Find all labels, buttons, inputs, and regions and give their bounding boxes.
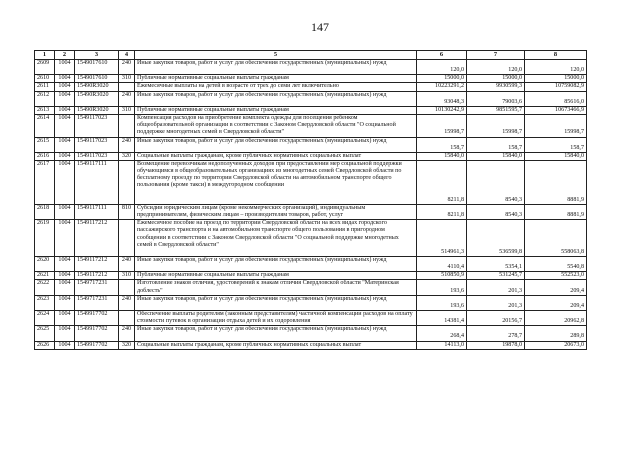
row-number-cell: 2621: [35, 272, 55, 280]
row-number-cell: 2613: [35, 106, 55, 114]
amount-cell-year-1: 15840,0: [417, 152, 467, 160]
description-cell: Социальные выплаты гражданам, кроме публичных нормативных социальных выплат: [135, 341, 417, 349]
expense-type-cell: 240: [119, 91, 135, 106]
amount-cell-year-3: 15840,0: [525, 152, 587, 160]
row-number-cell: 2622: [35, 280, 55, 295]
row-number-cell: 2612: [35, 91, 55, 106]
description-cell: Ежемесячное пособие на проезд по территории Свердловской области на всех видах городского пассажирского транспорта и на автомобильном транспорте общего пользования в пригородном сообщении в соответствии с Законом Свердловской области "О социальной поддержке многодетных семей в Свердловской области": [135, 220, 417, 257]
header-cell: 7: [467, 51, 525, 60]
table-header-row: [35, 51, 587, 60]
expense-type-cell: [119, 311, 135, 326]
description-cell: Ежемесячные выплаты на детей в возрасте от трех до семи лет включительно: [135, 83, 417, 91]
amount-cell-year-2: 79003,6: [467, 91, 525, 106]
amount-cell-year-3: 552523,0: [525, 272, 587, 280]
amount-cell-year-3: 10673466,9: [525, 106, 587, 114]
header-cell: 1: [35, 51, 55, 60]
table-row: [35, 311, 587, 326]
description-cell: Компенсация расходов на приобретение комплекта одежды для посещения ребенком общеобразовательной организации в соответствии с Законом Свердловской области "О социальной поддержке многодетных семей в Свердловской области": [135, 115, 417, 137]
target-article-cell: 1549117212: [75, 256, 119, 271]
row-number-cell: 2609: [35, 60, 55, 75]
target-article-cell: 1549117023: [75, 115, 119, 137]
target-article-cell: 1549117212: [75, 272, 119, 280]
amount-cell-year-1: 10130242,9: [417, 106, 467, 114]
expense-type-cell: 320: [119, 341, 135, 349]
amount-cell-year-1: 8211,8: [417, 160, 467, 204]
expense-type-cell: 310: [119, 75, 135, 83]
amount-cell-year-2: 531245,7: [467, 272, 525, 280]
target-article-cell: 1549717231: [75, 280, 119, 295]
amount-cell-year-1: 93048,3: [417, 91, 467, 106]
department-code-cell: 1004: [55, 311, 75, 326]
row-number-cell: 2615: [35, 137, 55, 152]
amount-cell-year-3: 20962,8: [525, 311, 587, 326]
amount-cell-year-3: 8881,9: [525, 160, 587, 204]
description-cell: Иные закупки товаров, работ и услуг для обеспечения государственных (муниципальных) нужд: [135, 137, 417, 152]
amount-cell-year-2: 15998,7: [467, 115, 525, 137]
amount-cell-year-3: 5540,8: [525, 256, 587, 271]
amount-cell-year-2: 8540,3: [467, 160, 525, 204]
row-number-cell: 2616: [35, 152, 55, 160]
table-row: [35, 160, 587, 204]
department-code-cell: 1004: [55, 220, 75, 257]
row-number-cell: 2625: [35, 326, 55, 341]
header-cell: 3: [75, 51, 119, 60]
description-cell: Публичные нормативные социальные выплаты гражданам: [135, 106, 417, 114]
amount-cell-year-1: 268,4: [417, 326, 467, 341]
department-code-cell: 1004: [55, 272, 75, 280]
amount-cell-year-2: 19878,0: [467, 341, 525, 349]
department-code-cell: 1004: [55, 152, 75, 160]
amount-cell-year-2: 201,3: [467, 295, 525, 310]
expense-type-cell: [119, 280, 135, 295]
amount-cell-year-2: 536599,8: [467, 220, 525, 257]
row-number-cell: 2624: [35, 311, 55, 326]
amount-cell-year-3: 558063,8: [525, 220, 587, 257]
expense-type-cell: [119, 83, 135, 91]
description-cell: Обеспечение выплаты родителям (законным представителям) частичной компенсации расходов на оплату стоимости путевок в организации отдыха детей и их оздоровления: [135, 311, 417, 326]
expense-type-cell: [119, 160, 135, 204]
amount-cell-year-3: 85616,0: [525, 91, 587, 106]
table-row: [35, 326, 587, 341]
description-cell: Публичные нормативные социальные выплаты гражданам: [135, 75, 417, 83]
header-cell: 2: [55, 51, 75, 60]
amount-cell-year-2: 20156,7: [467, 311, 525, 326]
amount-cell-year-1: 14113,0: [417, 341, 467, 349]
amount-cell-year-2: 8540,3: [467, 204, 525, 219]
department-code-cell: 1004: [55, 326, 75, 341]
amount-cell-year-2: 201,3: [467, 280, 525, 295]
table-row: [35, 60, 587, 75]
amount-cell-year-3: 8881,9: [525, 204, 587, 219]
table-row: [35, 341, 587, 349]
table-row: [35, 220, 587, 257]
amount-cell-year-1: 514961,3: [417, 220, 467, 257]
expense-type-cell: [119, 115, 135, 137]
table-row: [35, 280, 587, 295]
amount-cell-year-1: 8211,8: [417, 204, 467, 219]
expense-type-cell: [119, 220, 135, 257]
department-code-cell: 1004: [55, 75, 75, 83]
table-row: [35, 115, 587, 137]
row-number-cell: 2623: [35, 295, 55, 310]
department-code-cell: 1004: [55, 91, 75, 106]
expense-type-cell: 320: [119, 152, 135, 160]
table-row: [35, 91, 587, 106]
expense-type-cell: 310: [119, 106, 135, 114]
department-code-cell: 1004: [55, 106, 75, 114]
amount-cell-year-2: 9930599,3: [467, 83, 525, 91]
department-code-cell: 1004: [55, 115, 75, 137]
target-article-cell: 15490R3020: [75, 83, 119, 91]
table-row: [35, 137, 587, 152]
target-article-cell: 1549117023: [75, 137, 119, 152]
row-number-cell: 2619: [35, 220, 55, 257]
expense-type-cell: 240: [119, 60, 135, 75]
target-article-cell: 1549117111: [75, 204, 119, 219]
row-number-cell: 2620: [35, 256, 55, 271]
amount-cell-year-2: 278,7: [467, 326, 525, 341]
table-row: [35, 106, 587, 114]
row-number-cell: 2611: [35, 83, 55, 91]
target-article-cell: 1549717231: [75, 295, 119, 310]
expense-type-cell: 240: [119, 256, 135, 271]
target-article-cell: 1549117023: [75, 152, 119, 160]
table-row: [35, 295, 587, 310]
table-row: [35, 83, 587, 91]
amount-cell-year-2: 15000,0: [467, 75, 525, 83]
table-row: [35, 272, 587, 280]
budget-table: [34, 50, 587, 350]
expense-type-cell: 240: [119, 326, 135, 341]
page-number: 147: [311, 20, 329, 34]
description-cell: Иные закупки товаров, работ и услуг для обеспечения государственных (муниципальных) нужд: [135, 60, 417, 75]
amount-cell-year-3: 15000,0: [525, 75, 587, 83]
description-cell: Субсидии юридическим лицам (кроме некоммерческих организаций), индивидуальным предпринимателям, физическим лицам – производителям товаров, работ, услуг: [135, 204, 417, 219]
row-number-cell: 2617: [35, 160, 55, 204]
target-article-cell: 1549017610: [75, 60, 119, 75]
target-article-cell: 1549917702: [75, 326, 119, 341]
amount-cell-year-2: 158,7: [467, 137, 525, 152]
amount-cell-year-1: 4110,4: [417, 256, 467, 271]
target-article-cell: 1549017610: [75, 75, 119, 83]
amount-cell-year-3: 289,8: [525, 326, 587, 341]
table-row: [35, 152, 587, 160]
amount-cell-year-3: 158,7: [525, 137, 587, 152]
amount-cell-year-1: 193,6: [417, 295, 467, 310]
description-cell: Изготовление знаков отличия, удостоверений к знакам отличия Свердловской области "Материнская доблесть": [135, 280, 417, 295]
description-cell: Публичные нормативные социальные выплаты гражданам: [135, 272, 417, 280]
target-article-cell: 1549917702: [75, 341, 119, 349]
department-code-cell: 1004: [55, 83, 75, 91]
amount-cell-year-3: 10759082,9: [525, 83, 587, 91]
target-article-cell: 1549917702: [75, 311, 119, 326]
row-number-cell: 2614: [35, 115, 55, 137]
target-article-cell: 15490R3020: [75, 91, 119, 106]
department-code-cell: 1004: [55, 60, 75, 75]
expense-type-cell: 310: [119, 272, 135, 280]
amount-cell-year-1: 10223291,2: [417, 83, 467, 91]
department-code-cell: 1004: [55, 256, 75, 271]
amount-cell-year-3: 209,4: [525, 295, 587, 310]
amount-cell-year-1: 120,0: [417, 60, 467, 75]
amount-cell-year-3: 209,4: [525, 280, 587, 295]
expense-type-cell: 810: [119, 204, 135, 219]
department-code-cell: 1004: [55, 280, 75, 295]
amount-cell-year-1: 193,6: [417, 280, 467, 295]
description-cell: Иные закупки товаров, работ и услуг для обеспечения государственных (муниципальных) нужд: [135, 326, 417, 341]
header-cell: 4: [119, 51, 135, 60]
target-article-cell: 1549117212: [75, 220, 119, 257]
header-cell: 6: [417, 51, 467, 60]
table-row: [35, 256, 587, 271]
row-number-cell: 2610: [35, 75, 55, 83]
expense-type-cell: 240: [119, 137, 135, 152]
row-number-cell: 2618: [35, 204, 55, 219]
description-cell: Иные закупки товаров, работ и услуг для обеспечения государственных (муниципальных) нужд: [135, 295, 417, 310]
department-code-cell: 1004: [55, 160, 75, 204]
amount-cell-year-1: 14381,4: [417, 311, 467, 326]
description-cell: Возмещение перевозчикам недополученных доходов при предоставлении мер социальной поддержки обучающимся в общеобразовательных организациях из многодетных семей Свердловской области по бесплатному проезду по территории Свердловской области на автомобильном транспорте общего пользования (кроме такси) в междугородном сообщении: [135, 160, 417, 204]
amount-cell-year-3: 120,0: [525, 60, 587, 75]
amount-cell-year-1: 510850,9: [417, 272, 467, 280]
amount-cell-year-3: 15998,7: [525, 115, 587, 137]
table-row: [35, 204, 587, 219]
header-cell: 8: [525, 51, 587, 60]
department-code-cell: 1004: [55, 295, 75, 310]
department-code-cell: 1004: [55, 204, 75, 219]
table-row: [35, 75, 587, 83]
amount-cell-year-2: 9851595,7: [467, 106, 525, 114]
description-cell: Иные закупки товаров, работ и услуг для обеспечения государственных (муниципальных) нужд: [135, 91, 417, 106]
header-cell: 5: [135, 51, 417, 60]
amount-cell-year-1: 15000,0: [417, 75, 467, 83]
department-code-cell: 1004: [55, 341, 75, 349]
department-code-cell: 1004: [55, 137, 75, 152]
amount-cell-year-2: 15840,0: [467, 152, 525, 160]
description-cell: Иные закупки товаров, работ и услуг для обеспечения государственных (муниципальных) нужд: [135, 256, 417, 271]
target-article-cell: 1549117111: [75, 160, 119, 204]
expense-type-cell: 240: [119, 295, 135, 310]
amount-cell-year-2: 120,0: [467, 60, 525, 75]
amount-cell-year-3: 20673,0: [525, 341, 587, 349]
row-number-cell: 2626: [35, 341, 55, 349]
amount-cell-year-2: 5354,1: [467, 256, 525, 271]
description-cell: Социальные выплаты гражданам, кроме публичных нормативных социальных выплат: [135, 152, 417, 160]
target-article-cell: 15490R3020: [75, 106, 119, 114]
amount-cell-year-1: 158,7: [417, 137, 467, 152]
amount-cell-year-1: 15998,7: [417, 115, 467, 137]
